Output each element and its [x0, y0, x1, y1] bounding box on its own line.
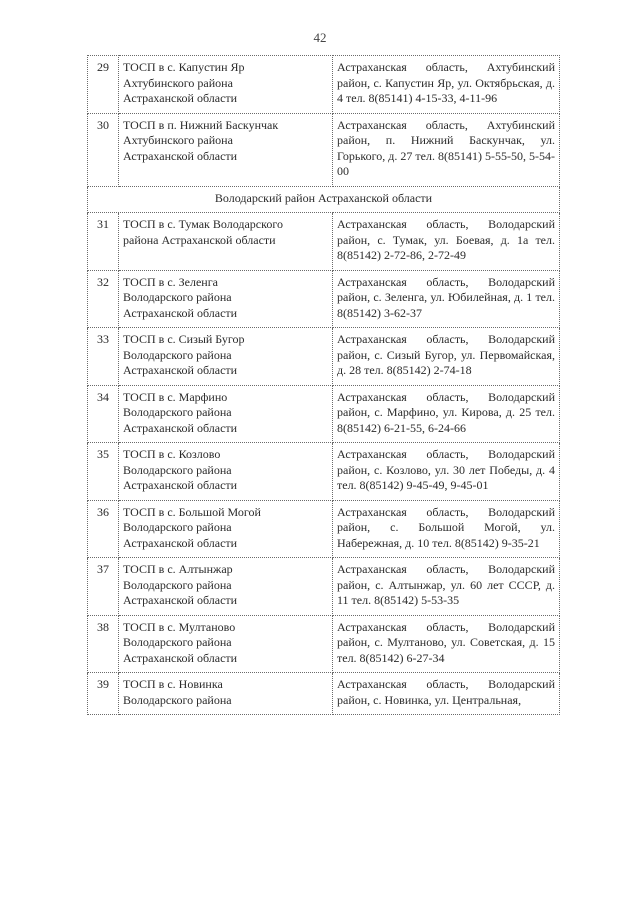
row-number: 36 — [88, 500, 119, 558]
table-row — [88, 328, 560, 386]
office-address: Астраханская область, Володарский район, с. Тумак, ул. Боевая, д. 1а тел. 8(85142) 2-72-86, 2-72-49 — [333, 213, 560, 271]
table-row — [88, 213, 560, 271]
table-row — [88, 113, 560, 186]
office-address: Астраханская область, Володарский район, с. Сизый Бугор, ул. Первомайская, д. 28 тел. 8(85142) 2-74-18 — [333, 328, 560, 386]
section-title: Володарский район Астраханской области — [88, 186, 560, 213]
table-body — [88, 56, 560, 715]
office-address: Астраханская область, Володарский район, с. Марфино, ул. Кирова, д. 25 тел. 8(85142) 6-21-55, 6-24-66 — [333, 385, 560, 443]
row-number: 37 — [88, 558, 119, 616]
office-name: ТОСП в с. Зеленга Володарского района Астраханской области — [119, 270, 333, 328]
row-number: 31 — [88, 213, 119, 271]
office-name: ТОСП в с. Тумак Володарского района Астраханской области — [119, 213, 333, 271]
row-number: 38 — [88, 615, 119, 673]
table-row — [88, 443, 560, 501]
office-address: Астраханская область, Володарский район, с. Большой Могой, ул. Набережная, д. 10 тел. 8(85142) 9-35-21 — [333, 500, 560, 558]
row-number: 34 — [88, 385, 119, 443]
table-row — [88, 270, 560, 328]
row-number: 39 — [88, 673, 119, 715]
office-name: ТОСП в с. Капустин Яр Ахтубинского района Астраханской области — [119, 56, 333, 114]
office-address: Астраханская область, Володарский район, с. Козлово, ул. 30 лет Победы, д. 4 тел. 8(85142) 9-45-49, 9-45-01 — [333, 443, 560, 501]
table-row — [88, 500, 560, 558]
office-name: ТОСП в с. Большой Могой Володарского района Астраханской области — [119, 500, 333, 558]
office-address: Астраханская область, Володарский район, с. Новинка, ул. Центральная, — [333, 673, 560, 715]
table-row — [88, 615, 560, 673]
office-name: ТОСП в с. Мултаново Володарского района Астраханской области — [119, 615, 333, 673]
office-name: ТОСП в с. Марфино Володарского района Астраханской области — [119, 385, 333, 443]
table-row — [88, 558, 560, 616]
office-name: ТОСП в с. Козлово Володарского района Астраханской области — [119, 443, 333, 501]
row-number: 33 — [88, 328, 119, 386]
table-row — [88, 56, 560, 114]
office-address: Астраханская область, Володарский район, с. Мултаново, ул. Советская, д. 15 тел. 8(85142) 6-27-34 — [333, 615, 560, 673]
office-name: ТОСП в с. Сизый Бугор Володарского района Астраханской области — [119, 328, 333, 386]
tosp-registry-table — [87, 55, 560, 715]
office-name: ТОСП в п. Нижний Баскунчак Ахтубинского района Астраханской области — [119, 113, 333, 186]
office-address: Астраханская область, Володарский район, с. Зеленга, ул. Юбилейная, д. 1 тел. 8(85142) 3-62-37 — [333, 270, 560, 328]
row-number: 29 — [88, 56, 119, 114]
office-address: Астраханская область, Ахтубинский район, с. Капустин Яр, ул. Октябрьская, д. 4 тел. 8(85141) 4-15-33, 4-11-96 — [333, 56, 560, 114]
page-number: 42 — [313, 30, 327, 45]
row-number: 32 — [88, 270, 119, 328]
section-header-row — [88, 186, 560, 213]
office-name: ТОСП в с. Новинка Володарского района — [119, 673, 333, 715]
table-row — [88, 385, 560, 443]
row-number: 35 — [88, 443, 119, 501]
office-address: Астраханская область, Ахтубинский район, п. Нижний Баскунчак, ул. Горького, д. 27 тел. 8(85141) 5-55-50, 5-54-00 — [333, 113, 560, 186]
table-row — [88, 673, 560, 715]
row-number: 30 — [88, 113, 119, 186]
office-name: ТОСП в с. Алтынжар Володарского района Астраханской области — [119, 558, 333, 616]
office-address: Астраханская область, Володарский район, с. Алтынжар, ул. 60 лет СССР, д. 11 тел. 8(85142) 5-53-35 — [333, 558, 560, 616]
